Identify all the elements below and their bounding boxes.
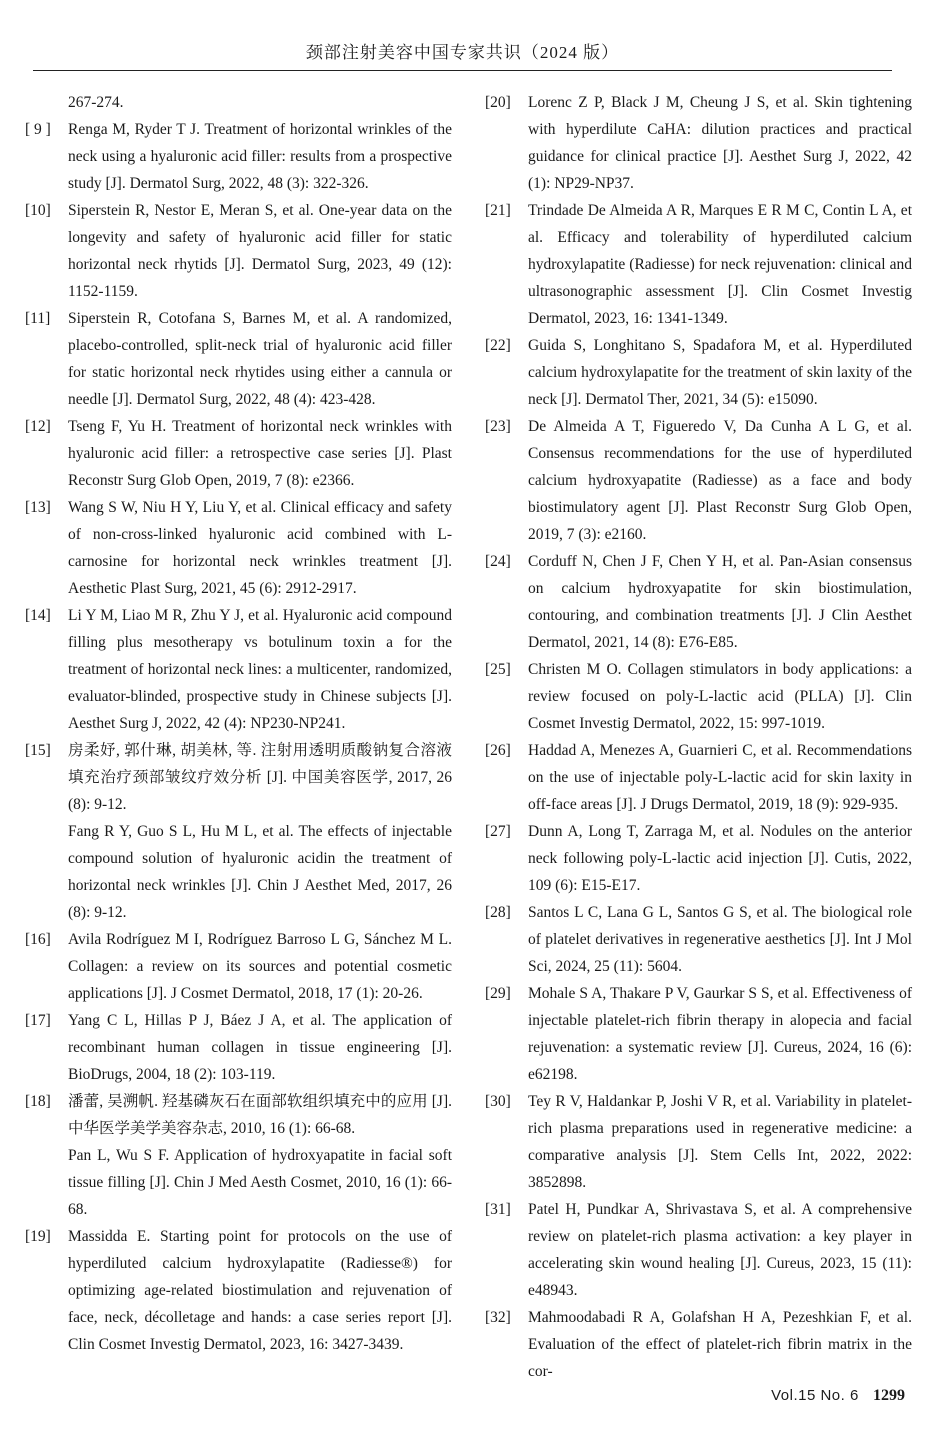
- reference-number: [28]: [485, 904, 511, 921]
- reference-entry: [25, 305, 452, 413]
- reference-text: Siperstein R, Cotofana S, Barnes M, et al. A randomized, placebo-controlled, split-neck trial of hyaluronic acid filler for static horizontal neck rhytides using either a cannula or needle [J]. Dermatol Surg, 2022, 48 (4): 423-428.: [68, 310, 452, 408]
- reference-entry: [25, 494, 452, 602]
- reference-number: [14]: [25, 607, 51, 624]
- page-footer: [771, 1387, 905, 1405]
- page-title: 颈部注射美容中国专家共识（2024 版）: [305, 43, 620, 62]
- reference-number: [13]: [25, 499, 51, 516]
- reference-number: [20]: [485, 94, 511, 111]
- reference-text: Guida S, Longhitano S, Spadafora M, et al. Hyperdiluted calcium hydroxylapatite for the treatment of skin laxity of the neck [J]. Dermatol Ther, 2021, 34 (5): e15090.: [528, 337, 912, 408]
- reference-number: [19]: [25, 1228, 51, 1245]
- reference-number: [29]: [485, 985, 511, 1002]
- reference-text: Santos L C, Lana G L, Santos G S, et al. The biological role of platelet derivatives in regenerative aesthetics [J]. Int J Mol Sci, 2024, 25 (11): 5604.: [528, 904, 912, 975]
- reference-columns: [25, 89, 912, 1385]
- reference-entry: [485, 197, 912, 332]
- reference-number: [30]: [485, 1093, 511, 1110]
- reference-text: Dunn A, Long T, Zarraga M, et al. Nodules on the anterior neck following poly-L-lactic acid injection [J]. Cutis, 2022, 109 (6): E15-E17.: [528, 823, 912, 894]
- reference-number: [17]: [25, 1012, 51, 1029]
- reference-text: De Almeida A T, Figueredo V, Da Cunha A L G, et al. Consensus recommendations for the use of hyperdiluted calcium hydroxyapatite (Radiesse) as a face and body biostimulatory agent [J]. Plast Reconstr Surg Glob Open, 2019, 7 (3): e2160.: [528, 418, 912, 543]
- reference-entry: [485, 1196, 912, 1304]
- reference-text: Mahmoodabadi R A, Golafshan H A, Pezeshkian F, et al. Evaluation of the effect of platelet-rich fibrin matrix in the cor-: [528, 1309, 912, 1380]
- reference-entry: [25, 1142, 452, 1223]
- reference-text: Tseng F, Yu H. Treatment of horizontal neck wrinkles with hyaluronic acid filler: a retrospective case series [J]. Plast Reconstr Surg Glob Open, 2019, 7 (8): e2366.: [68, 418, 452, 489]
- reference-number: [23]: [485, 418, 511, 435]
- header-divider: [33, 70, 892, 71]
- reference-entry: [25, 1007, 452, 1088]
- reference-number: [24]: [485, 553, 511, 570]
- reference-entry: [485, 413, 912, 548]
- reference-entry: [485, 899, 912, 980]
- volume-issue-label: Vol.15 No. 6: [771, 1387, 859, 1404]
- reference-entry: [25, 1223, 452, 1358]
- reference-entry: [485, 332, 912, 413]
- reference-number: [22]: [485, 337, 511, 354]
- reference-number: [27]: [485, 823, 511, 840]
- reference-entry: [485, 656, 912, 737]
- reference-number: [21]: [485, 202, 511, 219]
- reference-text: Massidda E. Starting point for protocols on the use of hyperdiluted calcium hydroxylapatite (Radiesse®) for optimizing age-related biostimulation and rejuvenation of face, neck, décolletage and hands: a case series report [J]. Clin Cosmet Investig Dermatol, 2023, 16: 3427-3439.: [68, 1228, 452, 1353]
- reference-entry: [25, 818, 452, 926]
- reference-number: [25]: [485, 661, 511, 678]
- reference-text: Avila Rodríguez M I, Rodríguez Barroso L G, Sánchez M L. Collagen: a review on its sources and potential cosmetic applications [J]. J Cosmet Dermatol, 2018, 17 (1): 20-26.: [68, 931, 452, 1002]
- reference-entry: [25, 413, 452, 494]
- reference-entry: [485, 1088, 912, 1196]
- reference-number: [31]: [485, 1201, 511, 1218]
- reference-text: Christen M O. Collagen stimulators in body applications: a review focused on poly-L-lactic acid (PLLA) [J]. Clin Cosmet Investig Dermatol, 2022, 15: 997-1019.: [528, 661, 912, 732]
- reference-column-left: [25, 89, 452, 1385]
- reference-number: [ 9 ]: [25, 121, 51, 138]
- reference-text: 潘蕾, 吴溯帆. 羟基磷灰石在面部软组织填充中的应用 [J]. 中华医学美学美容杂志, 2010, 16 (1): 66-68.: [68, 1093, 452, 1137]
- reference-text: 267-274.: [68, 94, 124, 111]
- reference-number: [15]: [25, 742, 51, 759]
- reference-entry: [485, 737, 912, 818]
- reference-text: Haddad A, Menezes A, Guarnieri C, et al. Recommendations on the use of injectable poly-L-lactic acid for skin laxity in off-face areas [J]. J Drugs Dermatol, 2019, 18 (9): 929-935.: [528, 742, 912, 813]
- reference-text: Pan L, Wu S F. Application of hydroxyapatite in facial soft tissue filling [J]. Chin J Med Aesth Cosmet, 2010, 16 (1): 66-68.: [68, 1147, 452, 1218]
- reference-text: Wang S W, Niu H Y, Liu Y, et al. Clinical efficacy and safety of non-cross-linked hyaluronic acid combined with L-carnosine for horizontal neck wrinkles treatment [J]. Aesthetic Plast Surg, 2021, 45 (6): 2912-2917.: [68, 499, 452, 597]
- reference-number: [12]: [25, 418, 51, 435]
- reference-entry: [485, 1304, 912, 1385]
- reference-text: 房柔妤, 郭什琳, 胡美林, 等. 注射用透明质酸钠复合溶液填充治疗颈部皱纹疗效分析 [J]. 中国美容医学, 2017, 26 (8): 9-12.: [68, 742, 452, 813]
- reference-number: [10]: [25, 202, 51, 219]
- reference-entry: [25, 197, 452, 305]
- reference-text: Lorenc Z P, Black J M, Cheung J S, et al. Skin tightening with hyperdilute CaHA: dilution practices and practical guidance for clinical practice [J]. Aesthet Surg J, 2022, 42 (1): NP29-NP37.: [528, 94, 912, 192]
- reference-text: Li Y M, Liao M R, Zhu Y J, et al. Hyaluronic acid compound filling plus mesotherapy vs botulinum toxin a for the treatment of horizontal neck lines: a multicenter, randomized, evaluator-blinded, prospective study in Chinese subjects [J]. Aesthet Surg J, 2022, 42 (4): NP230-NP241.: [68, 607, 452, 732]
- reference-entry: [25, 737, 452, 818]
- reference-text: Fang R Y, Guo S L, Hu M L, et al. The effects of injectable compound solution of hyaluronic acidin the treatment of horizontal neck wrinkles [J]. Chin J Aesthet Med, 2017, 26 (8): 9-12.: [68, 823, 452, 921]
- reference-column-right: [485, 89, 912, 1385]
- reference-text: Corduff N, Chen J F, Chen Y H, et al. Pan-Asian consensus on calcium hydroxyapatite for skin biostimulation, contouring, and combination treatments [J]. J Clin Aesthet Dermatol, 2021, 14 (8): E76-E85.: [528, 553, 912, 651]
- reference-number: [18]: [25, 1093, 51, 1110]
- reference-entry: [485, 818, 912, 899]
- reference-entry: [25, 926, 452, 1007]
- reference-text: Mohale S A, Thakare P V, Gaurkar S S, et al. Effectiveness of injectable platelet-rich fibrin therapy in alopecia and facial rejuvenation: a systematic review [J]. Cureus, 2024, 16 (6): e62198.: [528, 985, 912, 1083]
- reference-entry: [485, 980, 912, 1088]
- reference-text: Siperstein R, Nestor E, Meran S, et al. One-year data on the longevity and safety of hyaluronic acid filler for static horizontal neck rhytids [J]. Dermatol Surg, 2023, 49 (12): 1152-1159.: [68, 202, 452, 300]
- reference-entry: [25, 89, 452, 116]
- reference-text: Trindade De Almeida A R, Marques E R M C, Contin L A, et al. Efficacy and tolerability of hyperdiluted calcium hydroxylapatite (Radiesse) for neck rejuvenation: clinical and ultrasonographic assessment [J]. Clin Cosmet Investig Dermatol, 2023, 16: 1341-1349.: [528, 202, 912, 327]
- reference-entry: [25, 116, 452, 197]
- reference-number: [26]: [485, 742, 511, 759]
- page-number: 1299: [873, 1387, 905, 1404]
- reference-number: [32]: [485, 1309, 511, 1326]
- reference-entry: [25, 602, 452, 737]
- reference-text: Yang C L, Hillas P J, Báez J A, et al. The application of recombinant human collagen in tissue engineering [J]. BioDrugs, 2004, 18 (2): 103-119.: [68, 1012, 452, 1083]
- reference-entry: [485, 89, 912, 197]
- reference-text: Tey R V, Haldankar P, Joshi V R, et al. Variability in platelet-rich plasma preparations used in regenerative medicine: a comparative analysis [J]. Stem Cells Int, 2022, 2022: 3852898.: [528, 1093, 912, 1191]
- reference-number: [11]: [25, 310, 51, 327]
- reference-text: Renga M, Ryder T J. Treatment of horizontal wrinkles of the neck using a hyaluronic acid filler: results from a prospective study [J]. Dermatol Surg, 2022, 48 (3): 322-326.: [68, 121, 452, 192]
- reference-text: Patel H, Pundkar A, Shrivastava S, et al. A comprehensive review on platelet-rich plasma activation: a key player in accelerating skin wound healing [J]. Cureus, 2023, 15 (11): e48943.: [528, 1201, 912, 1299]
- reference-entry: [485, 548, 912, 656]
- reference-entry: [25, 1088, 452, 1142]
- reference-number: [16]: [25, 931, 51, 948]
